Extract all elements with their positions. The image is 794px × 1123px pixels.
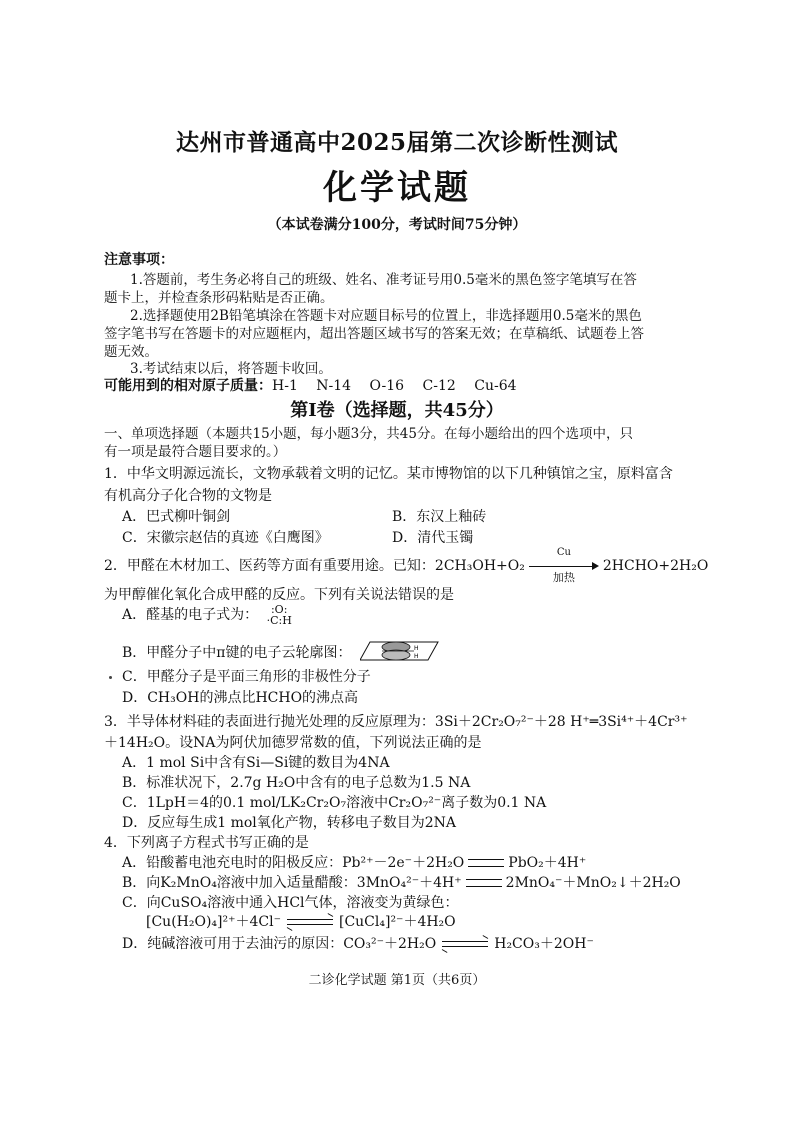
- q2-option-b-text: B．甲醛分子中π键的电子云轮廓图：: [122, 645, 352, 661]
- q4-option-b: [122, 872, 681, 892]
- q2-catalyst: Cu: [556, 547, 571, 558]
- atomic-masses-label: 可能用到的相对原子质量：: [104, 378, 272, 394]
- q2-option-a: [122, 604, 292, 626]
- q4-c-right: [CuCl₄]²⁻＋4H₂O: [338, 914, 456, 930]
- q3-option-a: A．1 mol Si中含有Si—Si键的数目为4NA: [122, 755, 390, 771]
- q4-b-left: B．向K₂MnO₄溶液中加入适量醋酸：3MnO₄²⁻＋4H⁺: [122, 875, 462, 891]
- q4-a-right: PbO₂＋4H⁺: [508, 855, 587, 871]
- q2-products: 2HCHO+2H₂O: [602, 558, 709, 574]
- q2-condition: 加热: [552, 571, 575, 584]
- q1-option-d: D．清代玉镯: [392, 530, 474, 546]
- q3-option-d: D．反应每生成1 mol氧化产物，转移电子数目为2NA: [122, 815, 457, 831]
- section-1-intro-a: 一、单项选择题（本题共15小题，每小题3分，共45分。在每小题给出的四个选项中，只: [104, 426, 633, 442]
- q3-option-c: C．1LpH＝4的0.1 mol/LK₂Cr₂O₇溶液中Cr₂O₇²⁻离子数为0.1 NA: [122, 795, 547, 811]
- q4-b-right: 2MnO₄⁻＋MnO₂↓＋2H₂O: [505, 875, 681, 891]
- q1-stem-b: 有机高分子化合物的文物是: [104, 488, 272, 504]
- q2-option-b: [122, 638, 440, 668]
- q3-stem-b: ＋14H₂O。设NA为阿伏加德罗常数的值，下列说法正确的是: [104, 735, 482, 751]
- q1-option-b: B．东汉上釉砖: [392, 509, 487, 525]
- q1-stem-a: 1．中华文明源远流长，文物承载着文明的记忆。某市博物馆的以下几种镇馆之宝，原料富含: [104, 466, 673, 482]
- q3-option-b: B．标准状况下，2.7g H₂O中含有的电子总数为1.5 NA: [122, 775, 471, 791]
- equilibrium-arrow: [287, 917, 333, 927]
- atomic-masses-values: H-1 N-14 O-16 C-12 Cu-64: [272, 378, 517, 394]
- q4-option-d: [122, 933, 594, 953]
- q4-d-right: H₂CO₃＋2OH⁻: [494, 936, 594, 952]
- notes-heading: 注意事项：: [104, 252, 174, 268]
- exam-title: 达州市普通高中2025届第二次诊断性测试: [175, 129, 618, 156]
- subject-title: 化学试题: [323, 168, 471, 208]
- note-1-line-a: 1.答题前，考生务必将自己的班级、姓名、准考证号用0.5毫米的黑色签字笔填写在答: [130, 272, 637, 288]
- q1-option-c: C．宋徽宗赵佶的真迹《白鹰图》: [122, 530, 329, 546]
- q4-c-left: [Cu(H₂O)₄]²⁺＋4Cl⁻: [146, 914, 281, 930]
- q2-stem-b: 为甲醇催化氧化合成甲醛的反应。下列有关说法错误的是: [104, 587, 454, 603]
- section-1-intro-b: 有一项是最符合题目要求的。）: [104, 444, 287, 460]
- q4-d-left: D．纯碱溶液可用于去油污的原因：CO₃²⁻＋2H₂O: [122, 936, 437, 952]
- note-3: 3.考试结束以后，将答题卡收回。: [130, 361, 332, 377]
- q4-option-c: C．向CuSO₄溶液中通入HCl气体，溶液变为黄绿色：: [122, 895, 459, 911]
- q2-option-d: D．CH₃OH的沸点比HCHO的沸点高: [122, 690, 359, 706]
- q4-option-a: [122, 852, 586, 872]
- note-2-line-a: 2.选择题使用2B铅笔填涂在答题卡对应题目标号的位置上，非选择题用0.5毫米的黑色: [130, 308, 642, 324]
- q3-stem-a: 3．半导体材料硅的表面进行抛光处理的反应原理为：3Si＋2Cr₂O₇²⁻＋28 H⁺═3Si⁴⁺＋4Cr³⁺: [104, 714, 688, 730]
- equilibrium-arrow: [442, 939, 488, 949]
- atomic-masses: [104, 375, 517, 395]
- equals-sign: [468, 859, 504, 867]
- note-1-line-b: 题卡上，并检查条形码粘贴是否正确。: [104, 290, 334, 306]
- q2-option-a-text: A．醛基的电子式为：: [122, 607, 259, 623]
- q4-a-left: A．铅酸蓄电池充电时的阳极反应：Pb²⁺－2e⁻＋2H₂O: [122, 855, 465, 871]
- lewis-bottom: ·C:H: [266, 614, 292, 627]
- page-footer: 二诊化学试题 第1页（共6页）: [308, 973, 486, 988]
- aldehyde-lewis-structure: [267, 604, 292, 626]
- scan-dot: [109, 676, 112, 679]
- q2-reactants: 2．甲醛在木材加工、医药等方面有重要用途。已知：2CH₃OH+O₂: [104, 558, 525, 574]
- pi-bond-orbital-diagram: [360, 638, 440, 668]
- q2-stem-a: [104, 547, 709, 584]
- q4-stem: 4．下列离子方程式书写正确的是: [104, 835, 309, 851]
- q4-option-c-equation: [146, 911, 456, 931]
- reaction-arrow: [529, 547, 599, 584]
- q1-option-a: A．巴式柳叶铜剑: [122, 509, 231, 525]
- lewis-top: :O:: [270, 603, 288, 616]
- exam-info: （本试卷满分100分，考试时间75分钟）: [267, 217, 527, 233]
- svg-text:H: H: [413, 653, 419, 660]
- section-1-title: 第Ⅰ卷（选择题，共45分）: [290, 400, 504, 421]
- q2-option-c: C．甲醛分子是平面三角形的非极性分子: [122, 669, 371, 685]
- note-2-line-c: 题无效。: [104, 344, 158, 360]
- note-2-line-b: 签字笔书写在答题卡的对应题框内，超出答题区域书写的答案无效；在草稿纸、试题卷上答: [104, 326, 644, 342]
- svg-text:H: H: [413, 645, 419, 652]
- equals-sign: [466, 879, 502, 887]
